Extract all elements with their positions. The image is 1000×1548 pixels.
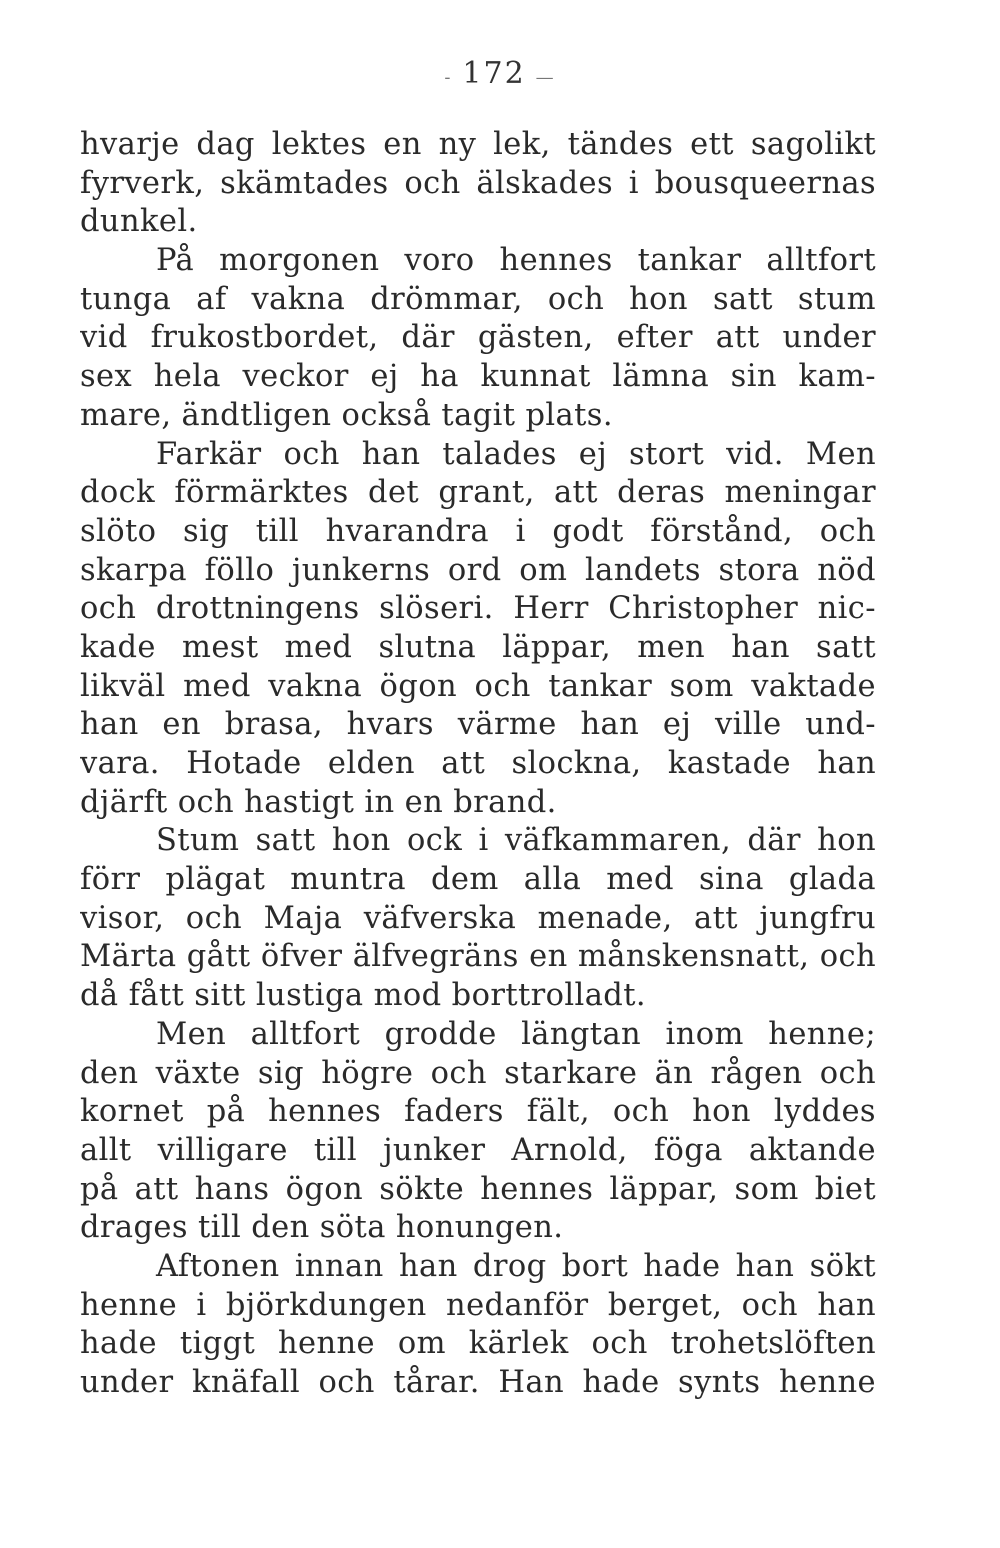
text-line: på att hans ögon sökte hennes läppar, som biet	[80, 1171, 876, 1207]
text-line: Aftonen innan han drog bort hade han sökt	[156, 1248, 876, 1284]
text-line: och drottningens slöseri. Herr Christopher nic-	[80, 591, 876, 627]
text-line: På morgonen voro hennes tankar alltfort	[156, 243, 876, 279]
page-number-dash-left: -	[444, 67, 453, 88]
text-line: Stum satt hon ock i väfkammaren, där hon	[156, 823, 876, 859]
text-line: dock förmärktes det grant, att deras meningar	[80, 475, 876, 511]
text-line: slöto sig till hvarandra i godt förstånd, och	[80, 513, 876, 549]
text-line: kornet på hennes faders fält, och hon lyddes	[80, 1094, 876, 1130]
text-line: djärft och hastigt in en brand.	[80, 784, 557, 820]
page-number	[0, 56, 1000, 91]
text-line: tunga af vakna drömmar, och hon satt stum	[80, 281, 876, 317]
text-line: henne i björkdungen nedanför berget, och han	[80, 1287, 876, 1323]
text-line: den växte sig högre och starkare än rågen och	[80, 1055, 876, 1091]
text-line: drages till den söta honungen.	[80, 1210, 564, 1246]
body-text	[80, 126, 876, 1403]
text-line: skarpa föllo junkerns ord om landets stora nöd	[80, 552, 876, 588]
text-line: förr plägat muntra dem alla med sina glada	[80, 862, 876, 898]
text-line: kade mest med slutna läppar, men han satt	[80, 629, 876, 665]
text-line: vid frukostbordet, där gästen, efter att under	[80, 320, 876, 356]
text-line: då fått sitt lustiga mod borttrolladt.	[80, 978, 646, 1014]
text-line: han en brasa, hvars värme han ej ville und-	[80, 707, 876, 743]
page-number-dash-right: —	[535, 67, 556, 88]
text-line: allt villigare till junker Arnold, föga aktande	[80, 1132, 876, 1168]
text-line: under knäfall och tårar. Han hade synts henne	[80, 1365, 876, 1400]
text-line: visor, och Maja väfverska menade, att jungfru	[80, 900, 876, 936]
text-line: sex hela veckor ej ha kunnat lämna sin kam-	[80, 359, 876, 395]
text-line: mare, ändtligen också tagit plats.	[80, 397, 613, 433]
text-line: Märta gått öfver älfvegräns en månskensnatt, och	[80, 939, 876, 975]
text-line: Men alltfort grodde längtan inom henne;	[156, 1016, 876, 1052]
text-line: hvarje dag lektes en ny lek, tändes ett sagolikt	[80, 127, 876, 162]
text-line: dunkel.	[80, 204, 198, 240]
text-line: likväl med vakna ögon och tankar som vaktade	[80, 668, 876, 704]
text-line: Farkär och han talades ej stort vid. Men	[156, 436, 876, 472]
text-line: vara. Hotade elden att slockna, kastade han	[80, 746, 876, 781]
page-number-value: 172	[462, 56, 526, 91]
text-line: fyrverk, skämtades och älskades i bousqueernas	[80, 165, 876, 201]
text-line: hade tiggt henne om kärlek och trohetslöften	[80, 1326, 876, 1362]
